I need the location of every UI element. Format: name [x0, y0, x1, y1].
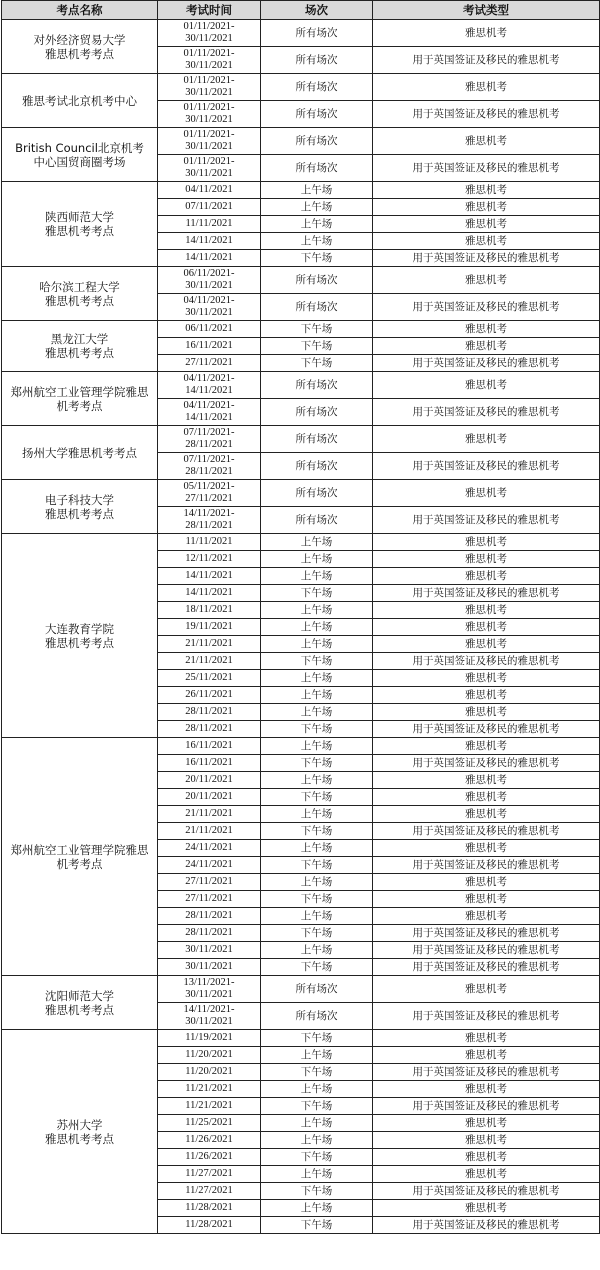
- session-cell: 上午场: [261, 233, 373, 250]
- table-row: [2, 1030, 600, 1047]
- header-date: 考试时间: [158, 1, 261, 20]
- exam-date-cell: 01/11/2021- 30/11/2021: [158, 101, 261, 128]
- exam-date-cell: 06/11/2021: [158, 321, 261, 338]
- table-row: [2, 738, 600, 755]
- session-cell: 所有场次: [261, 20, 373, 47]
- session-cell: 所有场次: [261, 426, 373, 453]
- session-cell: 所有场次: [261, 267, 373, 294]
- exam-type-cell: 用于英国签证及移民的雅思机考: [373, 101, 600, 128]
- session-cell: 下午场: [261, 585, 373, 602]
- exam-type-cell: 用于英国签证及移民的雅思机考: [373, 355, 600, 372]
- exam-type-cell: 用于英国签证及移民的雅思机考: [373, 755, 600, 772]
- exam-date-cell: 14/11/2021: [158, 568, 261, 585]
- exam-type-cell: 用于英国签证及移民的雅思机考: [373, 942, 600, 959]
- exam-type-cell: 雅思机考: [373, 74, 600, 101]
- venue-name-cell: [2, 20, 158, 74]
- exam-type-cell: 雅思机考: [373, 976, 600, 1003]
- exam-type-cell: 雅思机考: [373, 182, 600, 199]
- session-cell: 所有场次: [261, 372, 373, 399]
- session-cell: 上午场: [261, 908, 373, 925]
- exam-type-cell: 用于英国签证及移民的雅思机考: [373, 453, 600, 480]
- exam-type-cell: 雅思机考: [373, 602, 600, 619]
- exam-type-cell: 用于英国签证及移民的雅思机考: [373, 1003, 600, 1030]
- exam-date-cell: 11/28/2021: [158, 1217, 261, 1234]
- session-cell: 下午场: [261, 1064, 373, 1081]
- exam-type-cell: 雅思机考: [373, 1047, 600, 1064]
- exam-type-cell: 雅思机考: [373, 670, 600, 687]
- session-cell: 所有场次: [261, 480, 373, 507]
- exam-date-cell: 11/27/2021: [158, 1166, 261, 1183]
- exam-date-cell: 04/11/2021- 30/11/2021: [158, 294, 261, 321]
- exam-type-cell: 用于英国签证及移民的雅思机考: [373, 47, 600, 74]
- session-cell: 下午场: [261, 925, 373, 942]
- session-cell: 下午场: [261, 1183, 373, 1200]
- session-cell: 下午场: [261, 857, 373, 874]
- exam-date-cell: 20/11/2021: [158, 772, 261, 789]
- exam-date-cell: 01/11/2021- 30/11/2021: [158, 47, 261, 74]
- header-type: 考试类型: [373, 1, 600, 20]
- exam-type-cell: 雅思机考: [373, 806, 600, 823]
- exam-type-cell: 用于英国签证及移民的雅思机考: [373, 823, 600, 840]
- exam-type-cell: 用于英国签证及移民的雅思机考: [373, 155, 600, 182]
- exam-type-cell: 用于英国签证及移民的雅思机考: [373, 959, 600, 976]
- session-cell: 上午场: [261, 704, 373, 721]
- exam-date-cell: 01/11/2021- 30/11/2021: [158, 128, 261, 155]
- exam-date-cell: 14/11/2021: [158, 233, 261, 250]
- exam-date-cell: 25/11/2021: [158, 670, 261, 687]
- session-cell: 下午场: [261, 321, 373, 338]
- table-row: [2, 534, 600, 551]
- session-cell: 上午场: [261, 874, 373, 891]
- exam-date-cell: 05/11/2021- 27/11/2021: [158, 480, 261, 507]
- session-cell: 所有场次: [261, 74, 373, 101]
- session-cell: 所有场次: [261, 101, 373, 128]
- venue-name-cell: [2, 1030, 158, 1234]
- venue-name: 对外经济贸易大学 雅思机考考点: [33, 32, 126, 61]
- session-cell: 所有场次: [261, 128, 373, 155]
- table-row: [2, 426, 600, 453]
- exam-type-cell: 用于英国签证及移民的雅思机考: [373, 585, 600, 602]
- exam-type-cell: 雅思机考: [373, 1081, 600, 1098]
- session-cell: 下午场: [261, 355, 373, 372]
- exam-type-cell: 雅思机考: [373, 267, 600, 294]
- exam-type-cell: 用于英国签证及移民的雅思机考: [373, 507, 600, 534]
- session-cell: 上午场: [261, 216, 373, 233]
- venue-name-cell: [2, 74, 158, 128]
- exam-type-cell: 雅思机考: [373, 372, 600, 399]
- exam-date-cell: 19/11/2021: [158, 619, 261, 636]
- session-cell: 上午场: [261, 840, 373, 857]
- exam-type-cell: 雅思机考: [373, 534, 600, 551]
- session-cell: 上午场: [261, 602, 373, 619]
- session-cell: 上午场: [261, 619, 373, 636]
- session-cell: 上午场: [261, 806, 373, 823]
- session-cell: 所有场次: [261, 155, 373, 182]
- session-cell: 上午场: [261, 670, 373, 687]
- venue-name: 黑龙江大学 雅思机考考点: [45, 332, 114, 360]
- exam-type-cell: 用于英国签证及移民的雅思机考: [373, 1064, 600, 1081]
- exam-date-cell: 14/11/2021- 28/11/2021: [158, 507, 261, 534]
- session-cell: 上午场: [261, 182, 373, 199]
- exam-date-cell: 01/11/2021- 30/11/2021: [158, 20, 261, 47]
- session-cell: 下午场: [261, 653, 373, 670]
- exam-date-cell: 14/11/2021: [158, 585, 261, 602]
- session-cell: 下午场: [261, 959, 373, 976]
- exam-type-cell: 用于英国签证及移民的雅思机考: [373, 653, 600, 670]
- exam-type-cell: 雅思机考: [373, 1030, 600, 1047]
- exam-date-cell: 06/11/2021- 30/11/2021: [158, 267, 261, 294]
- session-cell: 上午场: [261, 551, 373, 568]
- venue-name: 苏州大学 雅思机考考点: [45, 1117, 114, 1146]
- exam-date-cell: 18/11/2021: [158, 602, 261, 619]
- exam-date-cell: 11/27/2021: [158, 1183, 261, 1200]
- exam-date-cell: 11/21/2021: [158, 1081, 261, 1098]
- venue-name: 电子科技大学 雅思机考考点: [45, 492, 114, 521]
- table-row: [2, 128, 600, 155]
- session-cell: 下午场: [261, 1098, 373, 1115]
- exam-date-cell: 16/11/2021: [158, 738, 261, 755]
- exam-type-cell: 雅思机考: [373, 840, 600, 857]
- exam-date-cell: 11/11/2021: [158, 216, 261, 233]
- exam-date-cell: 11/26/2021: [158, 1149, 261, 1166]
- header-row: [2, 1, 600, 20]
- exam-date-cell: 11/11/2021: [158, 534, 261, 551]
- session-cell: 下午场: [261, 1217, 373, 1234]
- venue-name-cell: [2, 976, 158, 1030]
- session-cell: 上午场: [261, 1166, 373, 1183]
- table-row: [2, 74, 600, 101]
- exam-type-cell: 雅思机考: [373, 908, 600, 925]
- exam-date-cell: 21/11/2021: [158, 636, 261, 653]
- session-cell: 上午场: [261, 1047, 373, 1064]
- exam-type-cell: 雅思机考: [373, 687, 600, 704]
- exam-type-cell: 雅思机考: [373, 619, 600, 636]
- exam-type-cell: 雅思机考: [373, 1149, 600, 1166]
- exam-date-cell: 11/25/2021: [158, 1115, 261, 1132]
- venue-name-cell: [2, 372, 158, 426]
- table-row: [2, 182, 600, 199]
- session-cell: 上午场: [261, 1200, 373, 1217]
- exam-date-cell: 04/11/2021- 14/11/2021: [158, 372, 261, 399]
- exam-date-cell: 11/20/2021: [158, 1047, 261, 1064]
- venue-name: 陕西师范大学 雅思机考考点: [45, 210, 114, 238]
- table-row: [2, 20, 600, 47]
- exam-date-cell: 30/11/2021: [158, 959, 261, 976]
- exam-date-cell: 24/11/2021: [158, 857, 261, 874]
- exam-type-cell: 雅思机考: [373, 338, 600, 355]
- exam-type-cell: 雅思机考: [373, 789, 600, 806]
- session-cell: 下午场: [261, 789, 373, 806]
- session-cell: 下午场: [261, 338, 373, 355]
- exam-type-cell: 用于英国签证及移民的雅思机考: [373, 721, 600, 738]
- venue-name-cell: [2, 321, 158, 372]
- exam-date-cell: 07/11/2021- 28/11/2021: [158, 453, 261, 480]
- session-cell: 所有场次: [261, 453, 373, 480]
- exam-date-cell: 14/11/2021- 30/11/2021: [158, 1003, 261, 1030]
- exam-type-cell: 雅思机考: [373, 874, 600, 891]
- exam-date-cell: 28/11/2021: [158, 925, 261, 942]
- table-row: [2, 976, 600, 1003]
- session-cell: 所有场次: [261, 1003, 373, 1030]
- venue-name-cell: [2, 738, 158, 976]
- exam-type-cell: 雅思机考: [373, 426, 600, 453]
- exam-date-cell: 24/11/2021: [158, 840, 261, 857]
- exam-date-cell: 28/11/2021: [158, 908, 261, 925]
- venue-name-cell: [2, 267, 158, 321]
- exam-date-cell: 01/11/2021- 30/11/2021: [158, 74, 261, 101]
- venue-name-cell: [2, 534, 158, 738]
- session-cell: 下午场: [261, 891, 373, 908]
- exam-date-cell: 11/21/2021: [158, 1098, 261, 1115]
- session-cell: 上午场: [261, 534, 373, 551]
- exam-date-cell: 11/28/2021: [158, 1200, 261, 1217]
- venue-name: 雅思考试北京机考中心: [22, 93, 137, 108]
- header-venue: 考点名称: [2, 1, 158, 20]
- session-cell: 下午场: [261, 1149, 373, 1166]
- session-cell: 上午场: [261, 1081, 373, 1098]
- exam-date-cell: 21/11/2021: [158, 823, 261, 840]
- venue-name: 郑州航空工业管理学院雅思 机考考点: [10, 842, 149, 871]
- exam-date-cell: 28/11/2021: [158, 704, 261, 721]
- venue-name: 大连教育学院 雅思机考考点: [45, 621, 114, 650]
- exam-date-cell: 20/11/2021: [158, 789, 261, 806]
- exam-type-cell: 雅思机考: [373, 636, 600, 653]
- table-row: [2, 480, 600, 507]
- venue-name: 扬州大学雅思机考考点: [22, 445, 137, 460]
- exam-date-cell: 21/11/2021: [158, 653, 261, 670]
- venue-name-cell: [2, 128, 158, 182]
- exam-type-cell: 用于英国签证及移民的雅思机考: [373, 925, 600, 942]
- venue-name-cell: [2, 426, 158, 480]
- table-row: [2, 267, 600, 294]
- exam-type-cell: 雅思机考: [373, 1200, 600, 1217]
- session-cell: 上午场: [261, 1132, 373, 1149]
- header-session: 场次: [261, 1, 373, 20]
- exam-type-cell: 雅思机考: [373, 128, 600, 155]
- exam-date-cell: 27/11/2021: [158, 355, 261, 372]
- exam-type-cell: 用于英国签证及移民的雅思机考: [373, 1183, 600, 1200]
- exam-type-cell: 雅思机考: [373, 199, 600, 216]
- session-cell: 上午场: [261, 1115, 373, 1132]
- session-cell: 上午场: [261, 772, 373, 789]
- session-cell: 所有场次: [261, 507, 373, 534]
- exam-type-cell: 雅思机考: [373, 772, 600, 789]
- exam-type-cell: 用于英国签证及移民的雅思机考: [373, 1217, 600, 1234]
- exam-date-cell: 04/11/2021- 14/11/2021: [158, 399, 261, 426]
- session-cell: 上午场: [261, 687, 373, 704]
- exam-date-cell: 14/11/2021: [158, 250, 261, 267]
- exam-type-cell: 用于英国签证及移民的雅思机考: [373, 399, 600, 426]
- exam-type-cell: 雅思机考: [373, 1132, 600, 1149]
- session-cell: 上午场: [261, 738, 373, 755]
- table-body: [2, 20, 600, 1234]
- exam-date-cell: 04/11/2021: [158, 182, 261, 199]
- exam-type-cell: 雅思机考: [373, 321, 600, 338]
- exam-type-cell: 雅思机考: [373, 20, 600, 47]
- session-cell: 上午场: [261, 568, 373, 585]
- exam-type-cell: 雅思机考: [373, 551, 600, 568]
- session-cell: 上午场: [261, 636, 373, 653]
- session-cell: 下午场: [261, 250, 373, 267]
- exam-schedule-table: [1, 0, 600, 1234]
- session-cell: 所有场次: [261, 976, 373, 1003]
- exam-date-cell: 16/11/2021: [158, 338, 261, 355]
- session-cell: 上午场: [261, 199, 373, 216]
- exam-date-cell: 30/11/2021: [158, 942, 261, 959]
- exam-date-cell: 07/11/2021- 28/11/2021: [158, 426, 261, 453]
- exam-type-cell: 雅思机考: [373, 891, 600, 908]
- exam-type-cell: 用于英国签证及移民的雅思机考: [373, 1098, 600, 1115]
- session-cell: 所有场次: [261, 294, 373, 321]
- exam-type-cell: 雅思机考: [373, 1166, 600, 1183]
- exam-date-cell: 16/11/2021: [158, 755, 261, 772]
- exam-type-cell: 雅思机考: [373, 568, 600, 585]
- exam-date-cell: 26/11/2021: [158, 687, 261, 704]
- exam-date-cell: 11/19/2021: [158, 1030, 261, 1047]
- table-row: [2, 321, 600, 338]
- exam-type-cell: 用于英国签证及移民的雅思机考: [373, 294, 600, 321]
- exam-date-cell: 12/11/2021: [158, 551, 261, 568]
- session-cell: 所有场次: [261, 47, 373, 74]
- session-cell: 下午场: [261, 721, 373, 738]
- exam-date-cell: 28/11/2021: [158, 721, 261, 738]
- venue-name-cell: [2, 182, 158, 267]
- session-cell: 下午场: [261, 1030, 373, 1047]
- venue-name: 哈尔滨工程大学 雅思机考考点: [39, 279, 120, 308]
- exam-type-cell: 雅思机考: [373, 1115, 600, 1132]
- session-cell: 下午场: [261, 823, 373, 840]
- exam-date-cell: 07/11/2021: [158, 199, 261, 216]
- exam-type-cell: 雅思机考: [373, 233, 600, 250]
- venue-name: British Council北京机考 中心国贸商圈考场: [15, 140, 144, 169]
- exam-date-cell: 27/11/2021: [158, 891, 261, 908]
- exam-date-cell: 21/11/2021: [158, 806, 261, 823]
- exam-date-cell: 01/11/2021- 30/11/2021: [158, 155, 261, 182]
- session-cell: 所有场次: [261, 399, 373, 426]
- exam-type-cell: 用于英国签证及移民的雅思机考: [373, 857, 600, 874]
- session-cell: 上午场: [261, 942, 373, 959]
- venue-name-cell: [2, 480, 158, 534]
- venue-name: 沈阳师范大学 雅思机考考点: [45, 988, 114, 1017]
- exam-type-cell: 雅思机考: [373, 738, 600, 755]
- exam-date-cell: 11/26/2021: [158, 1132, 261, 1149]
- exam-type-cell: 雅思机考: [373, 480, 600, 507]
- exam-date-cell: 11/20/2021: [158, 1064, 261, 1081]
- exam-type-cell: 雅思机考: [373, 704, 600, 721]
- exam-type-cell: 雅思机考: [373, 216, 600, 233]
- venue-name: 郑州航空工业管理学院雅思 机考考点: [10, 384, 149, 413]
- exam-type-cell: 用于英国签证及移民的雅思机考: [373, 250, 600, 267]
- table-row: [2, 372, 600, 399]
- exam-date-cell: 13/11/2021- 30/11/2021: [158, 976, 261, 1003]
- exam-date-cell: 27/11/2021: [158, 874, 261, 891]
- session-cell: 下午场: [261, 755, 373, 772]
